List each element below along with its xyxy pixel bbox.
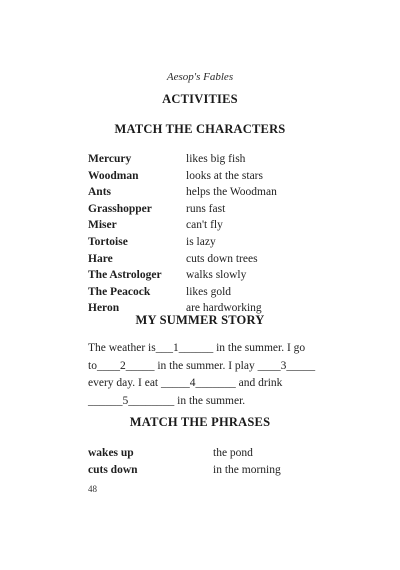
character-description: cuts down trees bbox=[186, 252, 258, 265]
summer-story-title: MY SUMMER STORY bbox=[135, 313, 265, 327]
phrase-start: cuts down bbox=[88, 464, 138, 476]
story-line: ______5________ in the summer. bbox=[88, 394, 246, 407]
character-description: walks slowly bbox=[186, 269, 247, 282]
character-description: are hardworking bbox=[186, 302, 262, 315]
character-description: can't fly bbox=[186, 219, 223, 232]
character-description: likes gold bbox=[186, 285, 232, 298]
summer-story-paragraph bbox=[88, 340, 328, 410]
story-line: The weather is___1______ in the summer. I go bbox=[88, 342, 306, 354]
character-name: Hare bbox=[88, 252, 113, 265]
character-description: runs fast bbox=[186, 202, 226, 215]
character-name: Heron bbox=[88, 302, 120, 315]
character-description: likes big fish bbox=[186, 153, 246, 165]
character-description: is lazy bbox=[186, 235, 216, 248]
page-number: 48 bbox=[88, 484, 97, 494]
character-name: Grasshopper bbox=[88, 202, 152, 215]
character-name: Mercury bbox=[88, 153, 132, 165]
phrase-completion: in the morning bbox=[213, 464, 281, 476]
character-name: Miser bbox=[88, 219, 117, 232]
character-name: The Peacock bbox=[88, 285, 151, 298]
character-name: Ants bbox=[88, 186, 112, 199]
phrase-completion: the pond bbox=[213, 447, 253, 459]
character-description: helps the Woodman bbox=[186, 186, 277, 199]
character-name: Tortoise bbox=[88, 235, 128, 248]
section-title: ACTIVITIES bbox=[162, 92, 238, 106]
match-phrases-title: MATCH THE PHRASES bbox=[129, 415, 271, 429]
running-head: Aesop's Fables bbox=[166, 71, 234, 83]
story-line: to____2_____ in the summer. I play ____3_____ bbox=[88, 359, 316, 372]
character-name: Woodman bbox=[88, 169, 139, 182]
character-name: The Astrologer bbox=[88, 269, 162, 282]
phrase-start: wakes up bbox=[88, 447, 134, 459]
match-characters-title: MATCH THE CHARACTERS bbox=[114, 122, 286, 136]
character-description: looks at the stars bbox=[186, 169, 263, 182]
story-line: every day. I eat _____4_______ and drink bbox=[88, 377, 283, 390]
